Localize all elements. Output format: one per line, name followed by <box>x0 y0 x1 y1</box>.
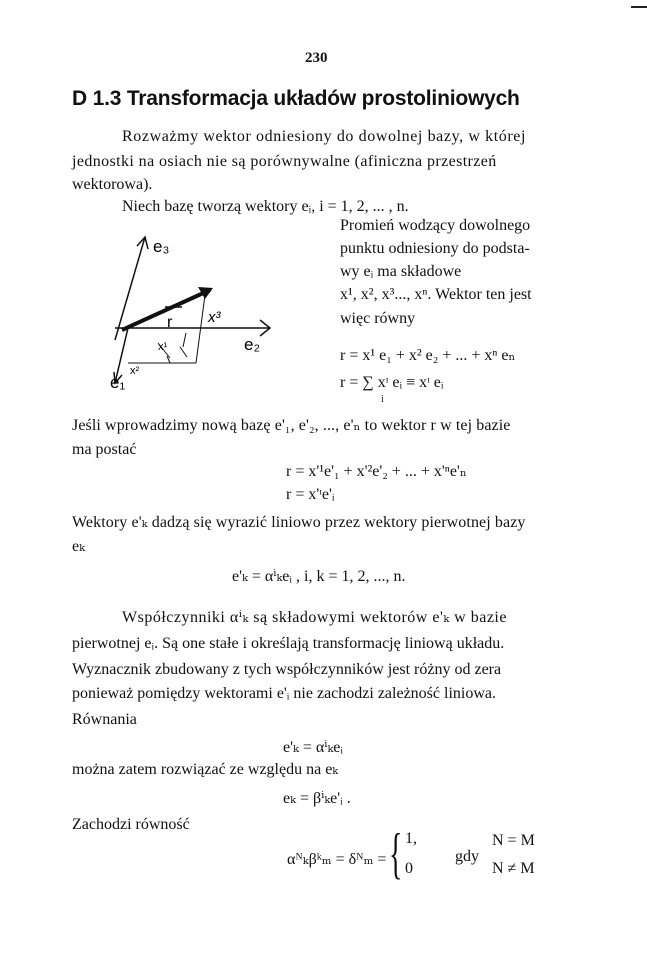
equation-r-new-basis: r = x'¹e'₁ + x'²e'₂ + ... + x'ⁿe'ₙ <box>286 463 467 480</box>
condition-not-equal: N ≠ M <box>492 860 535 877</box>
side-text-line: wy eᵢ ma składowe <box>340 263 462 280</box>
case-brace: { <box>389 823 403 885</box>
paragraph-line: wektorowa). <box>72 176 153 193</box>
paragraph-line: Rozważmy wektor odniesiony do dowolnej bazy, w której <box>122 128 527 145</box>
x2-label: x² <box>130 365 140 377</box>
paragraph-line: ma postać <box>72 441 137 458</box>
gdy-label: gdy <box>455 848 479 865</box>
side-text-line: punktu odniesiony do podsta- <box>340 240 530 257</box>
projection-tick <box>180 347 187 357</box>
e1-label: e₁ <box>110 373 126 392</box>
scan-corner-mark <box>631 6 647 8</box>
paragraph-line: Zachodzi równość <box>72 816 190 833</box>
e2-label: e₂ <box>244 335 261 354</box>
paragraph-line: Wektory e'ₖ dadzą się wyrazić liniowo przez wektory pierwotnej bazy <box>72 514 526 531</box>
condition-equal: N = M <box>492 832 535 849</box>
paragraph-line: Współczynniki αⁱₖ są składowymi wektorów e'ₖ w bazie <box>122 609 507 626</box>
side-text-line: Promień wodzący dowolnego <box>340 217 531 234</box>
sum-index: i <box>381 394 384 405</box>
paragraph-line: Jeśli wprowadzimy nową bazę e'₁, e'₂, ..., e'ₙ to wektor r w tej bazie <box>72 417 511 434</box>
r-vector <box>122 290 210 330</box>
equation-inverse-transform: eₖ = βⁱₖe'ᵢ . <box>283 790 351 807</box>
projection-tick <box>183 333 186 347</box>
paragraph-line: Wyznacznik zbudowany z tych współczynników jest różny od zera <box>72 661 502 678</box>
equation-transform: e'ₖ = αⁱₖeᵢ , i, k = 1, 2, ..., n. <box>232 568 406 585</box>
paragraph-line: Równania <box>72 711 137 728</box>
r-label: r <box>167 314 173 331</box>
side-text-line: więc równy <box>340 310 416 327</box>
paragraph-line: pierwotnej eᵢ. Są one stałe i określają transformację liniową układu. <box>72 635 505 652</box>
case-value-zero: 0 <box>405 860 413 877</box>
page-number: 230 <box>305 50 328 66</box>
side-text-line: x¹, x², x³..., xⁿ. Wektor ten jest <box>340 286 532 303</box>
paragraph-line: eₖ <box>72 538 85 555</box>
x1-label: x¹ <box>158 341 168 353</box>
paragraph-line: ponieważ pomiędzy wektorami e'ᵢ nie zachodzi zależność liniowa. <box>72 685 496 702</box>
paragraph-line: można zatem rozwiązać ze względu na eₖ <box>72 761 339 778</box>
x3-label: x³ <box>208 309 221 326</box>
equation-kronecker: αᴺₖβᵏₘ = δᴺₘ = <box>287 851 387 868</box>
projection-line <box>196 295 205 363</box>
case-value-one: 1, <box>405 830 417 847</box>
paragraph-line: jednostki na osiach nie są porównywalne (afiniczna przestrzeń <box>72 153 497 170</box>
section-heading: D 1.3 Transformacja układów prostoliniowych <box>72 87 520 110</box>
equation-transform-repeat: e'ₖ = αⁱₖeᵢ <box>283 739 343 756</box>
paragraph-line: Niech bazę tworzą wektory eᵢ, i = 1, 2, ... , n. <box>122 198 409 215</box>
equation-r-expansion: r = x¹ e₁ + x² e₂ + ... + xⁿ eₙ <box>340 347 516 364</box>
equation-r-new-short: r = x'ᶦe'ᵢ <box>286 486 335 503</box>
e3-label: e₃ <box>153 237 170 256</box>
equation-r-sum: r = ∑ xᶦ eᵢ ≡ xᶦ eᵢ <box>340 374 444 391</box>
basis-figure <box>110 225 290 400</box>
